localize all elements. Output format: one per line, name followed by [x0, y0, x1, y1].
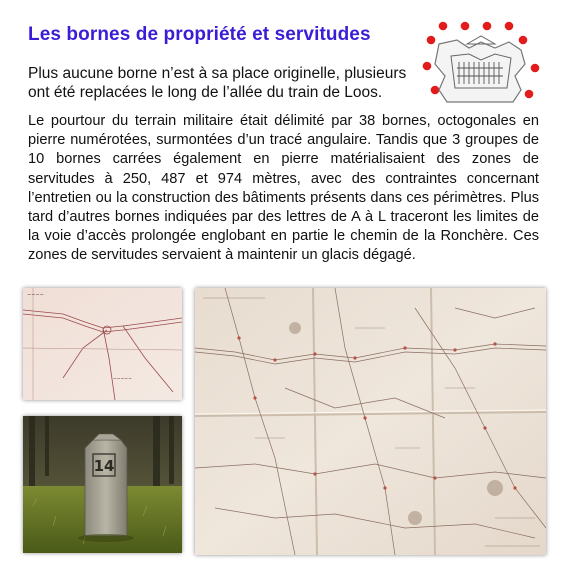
intro-paragraph: Plus aucune borne n’est à sa place originelle, plusieurs ont été replacées le long de l’allée du train de Loos.	[28, 65, 407, 101]
citadel-logo	[417, 18, 545, 114]
svg-text:~~~~: ~~~~	[27, 292, 44, 298]
large-map-image	[195, 288, 546, 555]
plan-fragment-image	[23, 288, 182, 400]
svg-text:~~~~~: ~~~~~	[113, 377, 132, 382]
body-paragraph: Le pourtour du terrain militaire était délimité par 38 bornes, octogonales en pierre numérotées, surmontées d’un tracé angulaire. Tandis que 3 groupes de 10 bornes carrées également en pierre matérialisaient des zones de servitudes à 250, 487 et 974 mètres, avec des contraintes concernant l’entretien ou la construction des bâtiments présents dans ces périmètres. Plus tard d’autres bornes indiquées par des lettres de A à L traceront les limites de la voie d’accès prolongée englobant en partie le chemin de la Ronchère. Ces zones de servitudes servaient à maintenir un glacis dégagé.	[28, 113, 539, 264]
page-title: Les bornes de propriété et servitudes	[28, 24, 371, 45]
marker-number: 14	[93, 457, 115, 475]
stone-marker-image	[23, 416, 182, 553]
